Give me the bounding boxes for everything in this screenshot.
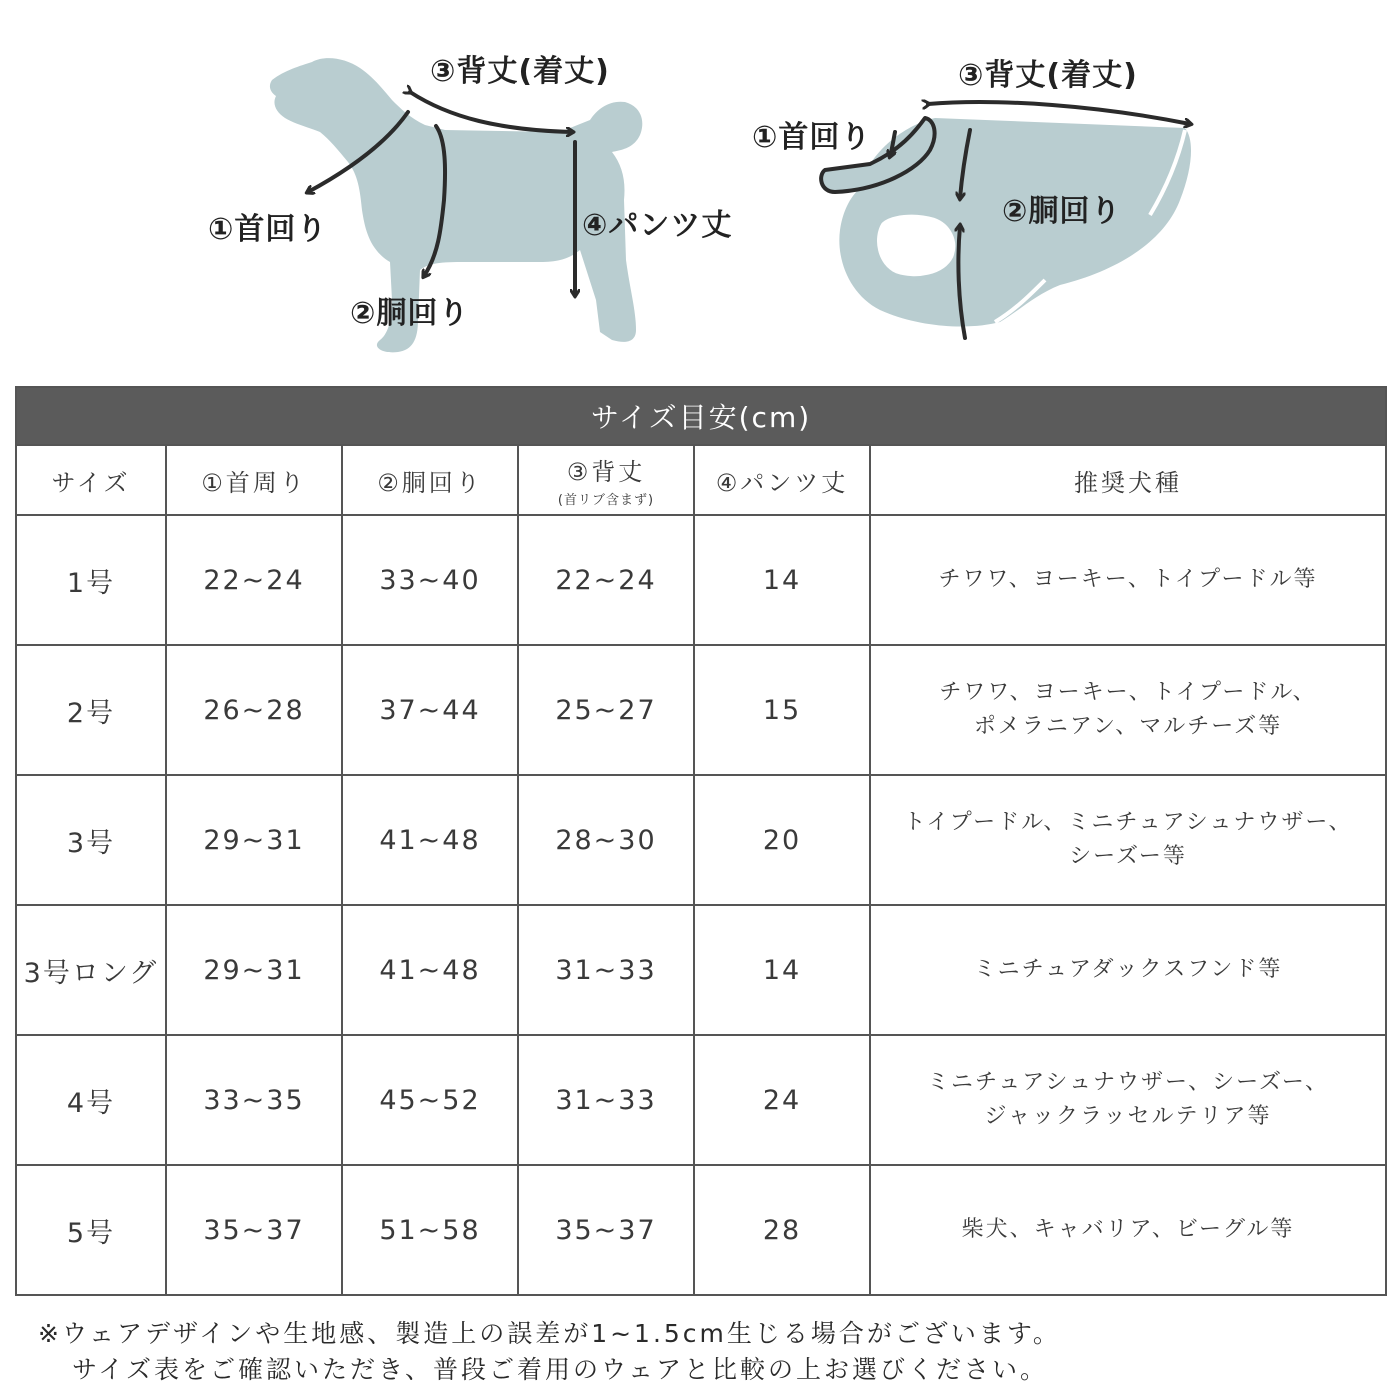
- cell-back: 31~33: [518, 905, 694, 1035]
- cell-size: 3号: [16, 775, 166, 905]
- cell-size: 1号: [16, 515, 166, 645]
- cell-neck: 33~35: [166, 1035, 342, 1165]
- cell-neck: 29~31: [166, 775, 342, 905]
- header-breed: 推奨犬種: [870, 445, 1386, 515]
- cell-chest: 37~44: [342, 645, 518, 775]
- breed-line-2: シーズー等: [1069, 844, 1187, 869]
- size-table: [15, 386, 1387, 1296]
- breed-line-2: ジャックラッセルテリア等: [984, 1104, 1272, 1129]
- cell-pants: 20: [694, 775, 870, 905]
- cell-pants: 24: [694, 1035, 870, 1165]
- cell-size: 4号: [16, 1035, 166, 1165]
- cell-size: 3号ロング: [16, 905, 166, 1035]
- header-chest: ②胴回り: [342, 445, 518, 515]
- breed-line-1: チワワ、ヨーキー、トイプードル等: [938, 567, 1318, 592]
- table-row: [16, 1035, 1386, 1165]
- cell-pants: 15: [694, 645, 870, 775]
- label-chest: ②胴回り: [350, 296, 470, 331]
- header-back-label: ③背丈: [566, 458, 646, 486]
- cell-neck: 29~31: [166, 905, 342, 1035]
- cell-breed: [870, 905, 1386, 1035]
- cell-chest: 51~58: [342, 1165, 518, 1295]
- cell-breed: [870, 515, 1386, 645]
- cell-chest: 33~40: [342, 515, 518, 645]
- cell-back: 25~27: [518, 645, 694, 775]
- cell-back: 31~33: [518, 1035, 694, 1165]
- header-back: [518, 445, 694, 515]
- table-title-row: [16, 387, 1386, 445]
- breed-line-1: 柴犬、キャバリア、ビーグル等: [961, 1217, 1295, 1242]
- label-garment-neck: ①首回り: [752, 120, 872, 155]
- breed-line-1: チワワ、ヨーキー、トイプードル、: [939, 680, 1317, 705]
- cell-chest: 45~52: [342, 1035, 518, 1165]
- footnote: [38, 1316, 1061, 1388]
- cell-pants: 28: [694, 1165, 870, 1295]
- cell-neck: 35~37: [166, 1165, 342, 1295]
- header-neck: ①首周り: [166, 445, 342, 515]
- cell-chest: 41~48: [342, 775, 518, 905]
- breed-line-1: ミニチュアダックスフンド等: [973, 957, 1283, 982]
- header-back-note: (首リブ含まず): [557, 493, 655, 508]
- label-pants: ④パンツ丈: [582, 208, 733, 243]
- label-garment-back-length: ③背丈(着丈): [958, 58, 1138, 93]
- cell-back: 35~37: [518, 1165, 694, 1295]
- cell-pants: 14: [694, 515, 870, 645]
- cell-chest: 41~48: [342, 905, 518, 1035]
- cell-breed: [870, 645, 1386, 775]
- cell-breed: [870, 1035, 1386, 1165]
- footnote-line-2: サイズ表をご確認いただき、普段ご着用のウェアと比較の上お選びください。: [72, 1355, 1049, 1384]
- table-row: [16, 775, 1386, 905]
- breed-line-1: ミニチュアシュナウザー、シーズー、: [926, 1070, 1330, 1095]
- footnote-line-1: ※ウェアデザインや生地感、製造上の誤差が1~1.5cm生じる場合がございます。: [38, 1319, 1061, 1348]
- cell-breed: [870, 1165, 1386, 1295]
- table-row: [16, 645, 1386, 775]
- cell-neck: 22~24: [166, 515, 342, 645]
- header-pants: ④パンツ丈: [694, 445, 870, 515]
- label-garment-chest: ②胴回り: [1002, 194, 1122, 229]
- cell-pants: 14: [694, 905, 870, 1035]
- breed-line-1: トイプードル、ミニチュアシュナウザー、: [903, 810, 1353, 835]
- cell-back: 28~30: [518, 775, 694, 905]
- dog-illustrations: [0, 0, 1400, 380]
- cell-breed: [870, 775, 1386, 905]
- table-title: サイズ目安(cm): [16, 387, 1386, 445]
- table-row: [16, 905, 1386, 1035]
- label-back-length: ③背丈(着丈): [430, 54, 610, 89]
- table-row: [16, 515, 1386, 645]
- breed-line-2: ポメラニアン、マルチーズ等: [973, 714, 1283, 739]
- cell-size: 2号: [16, 645, 166, 775]
- label-neck: ①首回り: [208, 212, 328, 247]
- table-header-row: [16, 445, 1386, 515]
- measurement-diagram: [0, 0, 1400, 380]
- table-row: [16, 1165, 1386, 1295]
- cell-back: 22~24: [518, 515, 694, 645]
- header-size: サイズ: [16, 445, 166, 515]
- cell-size: 5号: [16, 1165, 166, 1295]
- cell-neck: 26~28: [166, 645, 342, 775]
